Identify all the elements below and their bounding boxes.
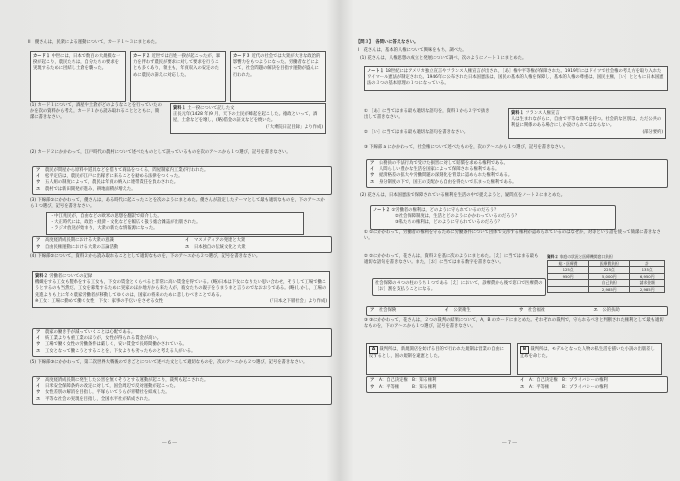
note-2 [370,205,616,230]
section-intro: Ⅰ 花さんは，基本的人権について興味をもち，調べた。 [358,48,467,53]
option[interactable]: ア 高度経済成長期における大衆の意識 [36,238,114,243]
note-line: ②社会保障制度は，生活とどのようにかかわっているのだろう？ [395,214,520,220]
question-4-options [32,328,332,357]
option[interactable]: イ 松平定信は，農民が江戸に出稼ぎに来ることを勧める法律をつくった。 [36,174,183,180]
option[interactable]: ウ 工場で働く女性の労働条件は厳しく，安い賃金で長時間働かされている。 [36,342,187,348]
question-1b [364,130,504,136]
document-title: 資料１ [511,111,524,116]
card-title: A [369,346,378,354]
question-number: (1) [360,56,367,61]
question-number: ③ [364,145,368,150]
left-heading: II 優さんは，民衆による運動について，カード１～３にまとめた。 [28,40,160,45]
case-card-b [517,343,662,375]
document-1 [170,103,326,134]
table-header: 総・医療費 [548,260,589,267]
question-number: (2) [30,150,37,155]
note-text: 18世紀にはアメリカ独立宣言やフランス人権宣言が出され，［あ］権や平等権が保障された。1919年にはドイツで社会権の考え方を取り入れたワイマール憲法が制定された。1946年に公布された日本国憲法は，国民の基本的人権を保障し，基本的人権の尊重は，国民主権，［い］とともに日本国憲法の３つの基本原理の１つになっている。 [367,69,664,87]
card-title: カード２ [133,54,151,59]
option[interactable]: エ 農村では新田開発が進み，耕地面積が増えた。 [36,186,136,192]
document-text: 正長元年(1428 年)9 月，天下の土民が蜂起を起こした。徳政といって，酒屋，土倉などを壊し，(略)借金の証文などを焼いた。 [173,112,318,124]
question-text: 下線部 a にかかわって，社会権について述べたものを，次のア～エから１つ選び，記号を書きなさい。 [369,145,568,150]
document-2 [32,271,330,308]
card-title: カード１ [33,54,51,59]
question-1a [364,109,492,121]
question-5-options [32,376,332,405]
question-1 [360,56,666,62]
option[interactable]: ウ A：平等権 B：知る権利 [370,385,437,391]
question-1c [364,145,664,151]
table-row: 950円 5,000円 6,950円 [548,273,665,280]
question-2b [364,254,542,266]
option[interactable]: イ 人間らしい豊かな生活を国家によって保障される権利である。 [370,167,500,173]
option[interactable]: イ 紡工業よりも重工業のほうが，女性が得られる賃金が高い。 [36,336,162,342]
question-text: ①にかかわって，労働者の権利を守るために労働条件について団体で交渉する権利が認められているのはなぜか，対等という語を使って簡潔に書きなさい。 [364,230,661,242]
option[interactable]: ア A：自己決定権 B：知る権利 [370,378,437,383]
question-text: ［い］に当てはまる最も適切な語句を書きなさい。 [369,130,469,135]
note-line: ③私たちの権利は，どのように守られているのだろう？ [395,220,502,226]
question-3-options [32,236,332,253]
card-3 [230,51,326,102]
card-title: カード３ [233,54,251,59]
option[interactable]: イ 公衆衛生 [444,308,471,313]
option[interactable]: エ 身分制度の下で，国王の支配から自由を得たいで広まった権利である。 [370,179,517,185]
question-1c-options [366,159,668,188]
option[interactable]: ア 農民が問屋から原料や道具などを借りて商品をつくる，問屋制家内工業が行われた。 [36,168,209,173]
option[interactable]: ア 社会保険 [370,308,397,313]
option[interactable]: イ A：自己決定権 B：プライバシーの権利 [520,378,608,383]
card-title: B [520,346,529,354]
option[interactable]: エ A：平等権 B：プライバシーの権利 [520,385,608,391]
card-text: 近世では百姓一揆が起こったが，暴力を伴わず農民が要求に対して要求を行うことも多くあり，領主も，年貢収入の安定のために農民の訴えに対応した。 [133,54,221,78]
question-number: ① [364,230,368,235]
card-text: 近代の社会では大衆が大きな政治的影響力をもつようになった。労働者などによって，社会問題の解決を目指す運動が盛んに行われた。 [233,54,321,78]
option[interactable]: ア 公務員の不法行為で受けた損害に対して賠償を求める権利である。 [370,161,508,166]
document-2 [547,254,667,293]
question-4 [30,254,326,260]
option[interactable]: イ マスメディアの発達と大衆 [185,238,246,243]
question-text: 花さんは，人権思想の成立と発展について調べ，次のようにノート１にまとめた。 [367,56,527,61]
question-text: カード１について，酒屋や土倉がどのようなことを行っていたのかを次の資料から考え，カード１から読み取れることとともに，簡潔に書きなさい。 [30,103,162,121]
question-text: ②にかかわって，花さんは，資料２を基に次のようにまとめた。［え］に当てはまる最も適切な語句を書きなさい。また，［お］に当てはまる数字を書きなさい。 [364,254,539,266]
question-2 [360,193,666,199]
question-number: (3) [30,198,37,203]
question-number: ③ [364,318,368,323]
item: ・中江兆民が，自由などの欧米の思想を翻訳で紹介した。 [50,214,162,219]
question-2a [364,230,664,242]
question-1 [30,103,162,122]
option[interactable]: ア 農家の働き手が減っていくことは心配である。 [36,330,136,335]
note-title: ノート２ [373,208,391,213]
document-subtitle: 労働者についての記録 [49,274,93,279]
document-1 [508,108,666,139]
question-text: 下線部③にかかわって，第二次世界大戦後のできごとについて述べた文として適切なものを，次のア～エから２つ選び，記号を書きなさい。 [37,360,308,365]
question-2b-options [366,306,668,316]
question-text: 下線部②について，資料２から読み取れることとして適切なものを，下のア～エから２つ選び，記号を書きなさい。 [37,254,261,259]
question-2c-options [366,376,668,393]
question-3-items [46,212,304,235]
question-text: ③にかかわって，花さんは，２つの裁判の結果について，A，B のカードにまとめた。それぞれの裁判で，守られるべきと判断された権利として最も適切なものを，下のア～エから１つ選び，記号を書きなさい。 [364,318,664,330]
document-title: 資料１ [173,106,186,111]
question-2c [364,318,664,330]
option[interactable]: エ 工女となって働こうとすることを，下女よりも劣ったものと考える人がいる。 [36,348,196,354]
option[interactable]: ウ 自由民権運動における大衆の言論活動 [36,245,119,251]
question-number: ② [364,254,368,259]
page-number: ― 6 ― [162,441,178,446]
question-2 [30,150,326,156]
card-text: 裁判所は，モデルとなった人物の私生活を描いた小説の出版差し止めを命じた。 [520,347,655,360]
question-number: ② [364,130,368,135]
option[interactable]: ウ 経済格差の拡大や労働問題の深刻化を背景に認められた権利である。 [370,173,513,179]
document-source: (部分要約) [642,129,663,135]
document-title: 資料２ [35,274,48,279]
card-1 [30,51,126,102]
left-page [0,0,338,481]
document-source: (「大乗院日記目録」より作成) [265,124,323,130]
question-number: (1) [30,103,37,108]
document-title: 資料２ [547,254,559,259]
document-subtitle: フランス人権宣言 [525,111,560,116]
document-footnote: ※工女：工場に勤めて働く女性 下女：家事の手伝いをさせる女性 [35,298,164,304]
question-5 [30,360,326,366]
card-row [30,51,326,102]
option[interactable]: エ 平等な社会の実現を目指し，全国水平社が結成された。 [36,396,153,402]
summary-box: 社会保障の４つの柱のうち１つである［え］において，診療費から後で窓口で医療費の［お］割を支払うことになる。 [372,278,546,296]
page-number: ― 7 ― [502,441,518,446]
table-row: 自己負担 請求金額 [548,280,665,287]
question-3 [30,198,326,210]
document-subtitle: 家庭の状況と医療機関窓口負担 [559,254,613,259]
option[interactable]: イ 日米安全保障条約の改定に対して，国会周辺で反対運動が起こった。 [36,384,179,390]
option[interactable]: ウ 社会福祉 [519,308,546,313]
item: ・ラジオ放送が始まり，大衆の新たな情報源になった。 [50,226,158,232]
note-1 [364,66,668,91]
document-text: 人は生まれながらに，自由で平等な権利を持つ。社会的な区別は，ただ公共の利益に関係のある場合にしか設けられてはならない。 [511,117,662,129]
option[interactable]: エ 日本独自の伝統文化と大衆 [185,245,246,251]
case-cards [366,343,662,375]
table-header: 医療費負担 [589,260,630,267]
question-text: 花さんは，日本国憲法で保障されている権利を生活の中で捉えようと，疑問点をノート２にまとめた。 [367,193,565,198]
question-2-options [32,166,332,195]
card-text: 中世には，日本で数百の大規模な一揆が起こり，農民たちは，自分たちの要求を実現するために団結し土倉を襲った。 [33,54,121,72]
item: ・大正時代には，政治・経済・文化などを幅広く扱う総合雑誌が出版された。 [50,220,201,226]
table-row: 125点 225点 135点 [548,267,665,274]
question-number: (4) [30,254,37,259]
question-text: カード２にかかわって，江戸時代の農村について述べたものとして誤っているものを次のア～エから１つ選び，記号を書きなさい。 [37,150,291,155]
question-number: (2) [360,193,367,198]
note-line: ①労働者の権利は，どのように守られているのだろう？ [391,208,499,213]
note-title: ノート１ [367,69,385,74]
question-number: ① [364,109,368,114]
document-source: (「日本之下層社会」より作成) [269,298,327,304]
question-text: 下線部①にかかわって，優さんは，ある時代に起こったことを次のようにまとめた。優さんが設定したテーマとして最も適切なものを，下のア～エから１つ選び，記号を書きなさい。 [30,198,325,210]
option[interactable]: エ 公的扶助 [593,308,620,313]
fee-table [547,260,665,294]
document-text: 機織をする工女も製糸をする工女も，下女の賃金とくらべると非常に高い賃金を得ている。(略)日本は下女になりたい思い合わせ，そうして工場で働こうとするのも当然だ。工女を募集するために実家のほか地方から来た人が，彼女たちの親子をうまうまと言うのでなおおうである。(略)しかし，工場の先進よりも上に年々農家労働者が移動してゆくのは，国家の将来のために悲しむべきことである。 [35,280,327,298]
card-text: 裁判所は，新規開店を妨げる目的で行われた規制は営業の自由に反するとし，国の規制を違憲とした。 [369,347,504,360]
question-number: (5) [30,360,37,365]
card-2 [130,51,226,102]
option[interactable]: ウ 五人組の制度によって，農民は年貢の納入に連帯責任を負わされた。 [36,180,179,186]
option[interactable]: ア 高度経済成長期に発生した公害を無くそうとする運動が起こり，裁判も起こされた。 [36,378,209,383]
question-text: ［あ］に当てはまる最も適切な語句を，資料１から２字で抜き出して書きなさい。 [364,109,490,121]
table-header: 計 [630,260,665,267]
right-page [342,0,680,481]
document-subtitle: 土一揆について記した文 [187,106,235,111]
case-card-a [366,343,511,375]
right-heading: 【問３】 各問いに答えなさい。 [356,40,419,45]
table-row: 2,985円 2,985円 [548,286,665,293]
option[interactable]: ウ 女性差別の解消を目指し，平塚らいてうらが青鞜社を結成した。 [36,390,170,396]
